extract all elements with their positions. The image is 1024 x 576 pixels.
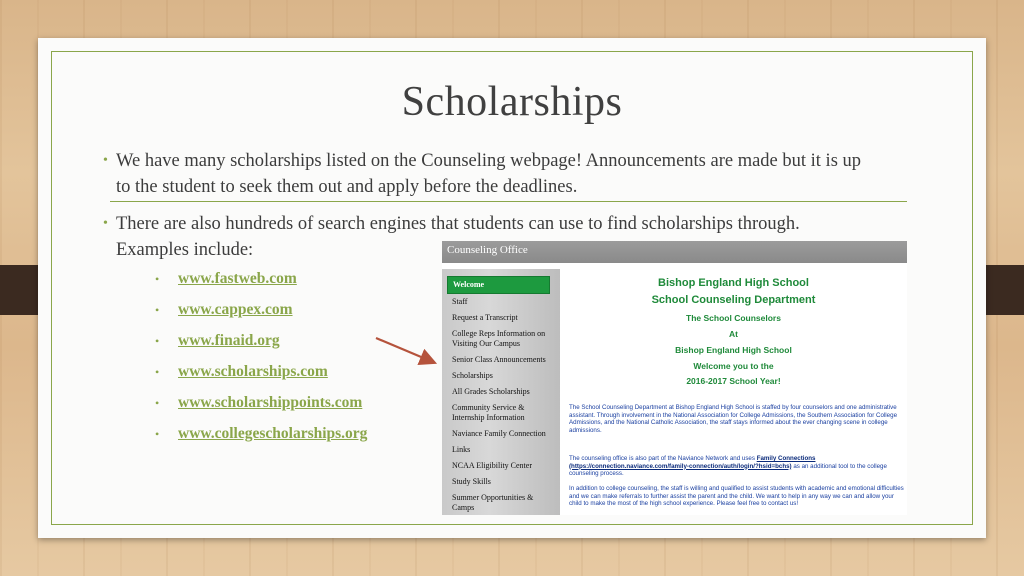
sidebar-item-ncaa[interactable]: NCAA Eligibility Center (452, 461, 532, 470)
counseling-webpage-screenshot (442, 241, 907, 515)
welcome-line: 2016-2017 School Year! (686, 376, 781, 386)
bullet-dot-icon: • (155, 303, 160, 317)
bullet-dot-icon: • (155, 396, 160, 410)
link-finaid[interactable]: www.finaid.org (178, 332, 280, 349)
slide-title: Scholarships (401, 79, 623, 125)
bullet-dot-icon: • (103, 216, 108, 231)
divider-line (110, 201, 907, 202)
welcome-line: Welcome you to the (693, 361, 774, 371)
bullet-dot-icon: • (155, 365, 160, 379)
bullet-dot-icon: • (103, 153, 108, 168)
sidebar-item-welcome[interactable]: Welcome (447, 276, 550, 294)
sidebar-item-summer[interactable]: Summer Opportunities & Camps (452, 493, 534, 512)
bullet-dot-icon: • (155, 334, 160, 348)
list-item (155, 270, 367, 301)
screenshot-header-title: Counseling Office (447, 244, 528, 256)
link-scholarships[interactable]: www.scholarships.com (178, 363, 328, 380)
screenshot-header (442, 241, 907, 263)
family-connections-link[interactable]: Family Connections (756, 455, 816, 462)
list-item (155, 332, 367, 363)
bullet-dot-icon: • (155, 427, 160, 441)
list-item (155, 301, 367, 332)
sidebar-item-request-transcript[interactable]: Request a Transcript (452, 313, 518, 322)
bullet-dot-icon: • (155, 272, 160, 286)
staff-paragraph: The School Counseling Department at Bishop England High School is staffed by four counselors and one administrative assistant. Through involvement in the National Association for College Admissions, the Southern Association for College Admissions, and the National Catholic Association, the staff stays informed about the ever changing scene in college admissions. (569, 404, 898, 434)
bullet-text: We have many scholarships listed on the Counseling webpage! Announcements are made but it is up to the student to seek them out and apply before the deadlines. (116, 151, 862, 197)
sidebar-item-staff[interactable]: Staff (452, 297, 468, 306)
bullet-announcements (103, 148, 876, 200)
sidebar-nav (447, 276, 550, 515)
sidebar-item-naviance[interactable]: Naviance Family Connection (452, 429, 546, 438)
link-cappex[interactable]: www.cappex.com (178, 301, 293, 318)
welcome-line: Bishop England High School (675, 345, 792, 355)
naviance-text-end: as an additional tool to the college counseling process. (569, 462, 887, 478)
list-item (155, 363, 367, 394)
sidebar-item-college-reps[interactable]: College Reps Information on Visiting Our Campus (452, 329, 546, 348)
arrow-icon (373, 335, 443, 367)
sidebar-item-all-grades-scholarships[interactable]: All Grades Scholarships (452, 387, 530, 396)
welcome-line: The School Counselors (686, 313, 781, 323)
link-scholarshippoints[interactable]: www.scholarshippoints.com (178, 394, 363, 411)
sidebar-item-study-skills[interactable]: Study Skills (452, 477, 491, 486)
sidebar-item-scholarships[interactable]: Scholarships (452, 371, 493, 380)
link-collegescholarships[interactable]: www.collegescholarships.org (178, 425, 368, 442)
naviance-url-link[interactable]: (https://connection.naviance.com/family-connection/auth/login/?hsid=bchs) (569, 462, 792, 470)
sidebar-item-senior-class[interactable]: Senior Class Announcements (452, 355, 546, 364)
scholarship-links-list (155, 270, 368, 456)
department-heading: School Counseling Department (651, 294, 816, 306)
naviance-text: The counseling office is also part of the Naviance Network and uses (569, 455, 757, 462)
welcome-line: At (729, 329, 738, 339)
link-fastweb[interactable]: www.fastweb.com (178, 270, 297, 287)
support-paragraph: In addition to college counseling, the staff is willing and qualified to assist students with academic and emotional difficulties and we can make referrals to further assist the parent and the child. We want to help in any way we can and allow your child to make the most of the high school experience. Please feel free to contact us! (569, 485, 904, 508)
sidebar-item-community-service[interactable]: Community Service & Internship Information (452, 403, 525, 422)
list-item (155, 425, 368, 456)
sidebar-item-links[interactable]: Links (452, 445, 471, 454)
school-name-heading: Bishop England High School (658, 277, 809, 289)
bullet-text: There are also hundreds of search engines that students can use to find scholarships through. Examples include: (116, 214, 800, 260)
slide (38, 38, 986, 538)
list-item (155, 394, 367, 425)
screenshot-sidebar (442, 269, 560, 515)
naviance-paragraph (569, 455, 904, 478)
screenshot-main-content (560, 263, 907, 515)
